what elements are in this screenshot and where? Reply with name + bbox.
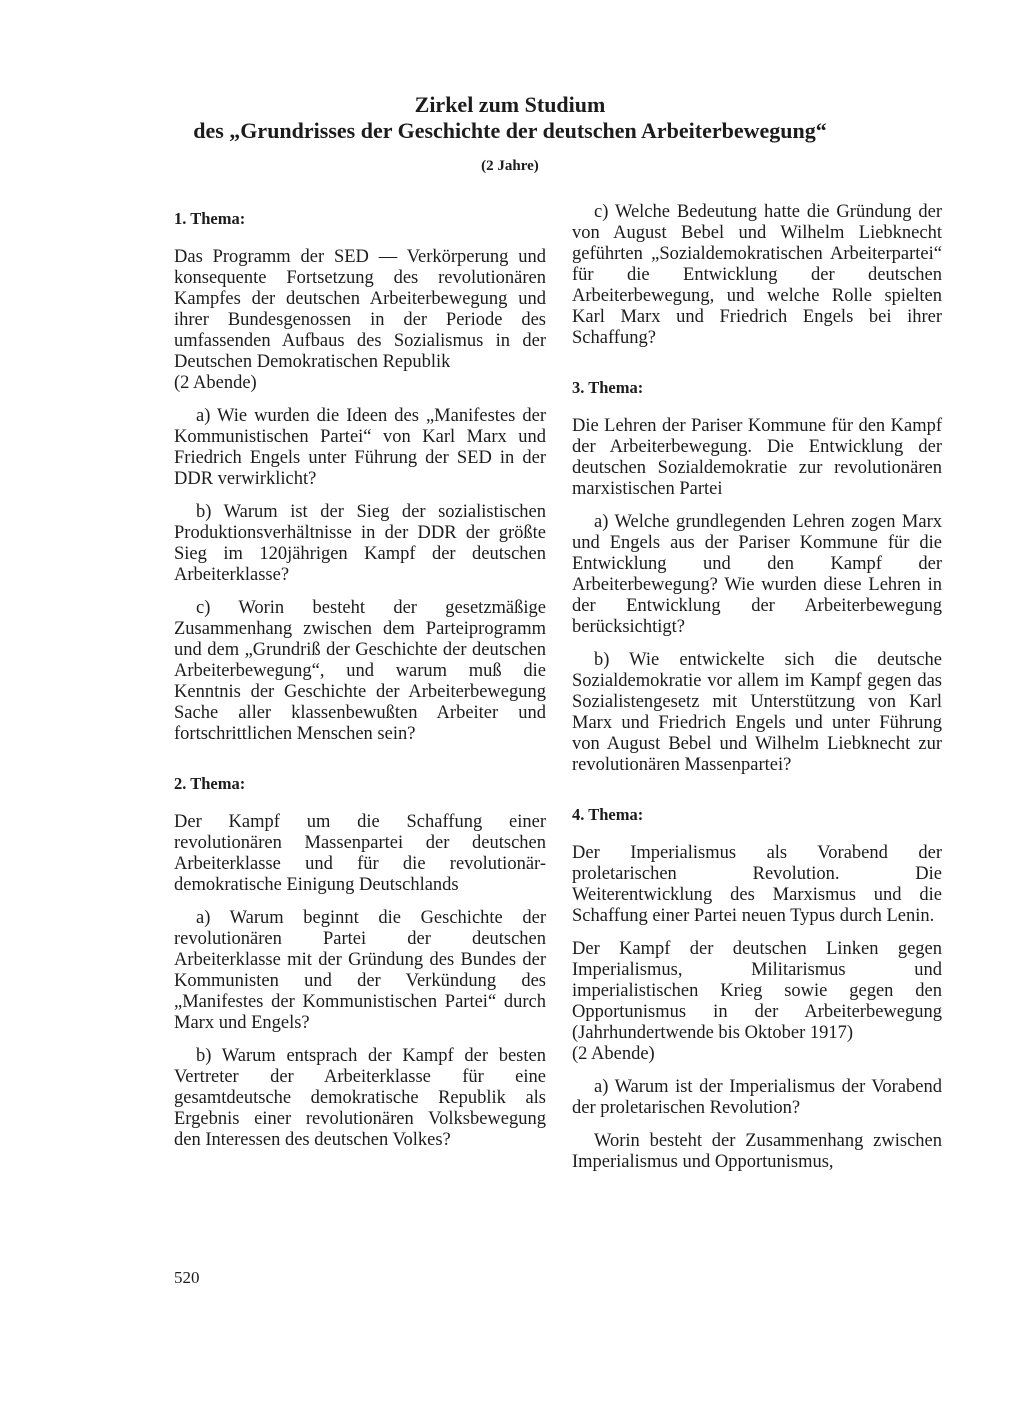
thema-1-intro: Das Programm der SED — Verkörperung und konsequente Fortsetzung des revolutionären Kampfes der deutschen Arbeiterbewegung und ihrer Bundesgenossen in der Periode des umfassenden Aufbaus des Sozialismus in der Deutschen Demokratischen Republik [174,247,546,372]
page-title-line-1: Zirkel zum Studium [414,92,606,117]
thema-2-question-b: b) Warum entsprach der Kampf der besten Vertreter der Arbeiterklasse für eine gesamtdeutsche demokratische Republik als Ergebnis einer revolutionären Volksbewegung den Interessen des deutschen Volkes? [174,1046,546,1150]
thema-3-question-a: a) Welche grundlegenden Lehren zogen Marx und Engels aus der Pariser Kommune für die Entwicklung und den Kampf der Arbeiterbewegung? Wie wurden diese Lehren in der Entwicklung der Arbeiterbewegung berücksichtigt? [572,512,942,637]
thema-1-question-a: a) Wie wurden die Ideen des „Manifestes der Kommunistischen Partei“ von Karl Marx und Friedrich Engels unter Führung der SED in der DDR verwirklicht? [174,406,546,489]
thema-2-question-c: c) Welche Bedeutung hatte die Gründung der von August Bebel und Wilhelm Liebknecht geführten „Sozialdemokratischen Arbeiterpartei“ für die Entwicklung der deutschen Arbeiterbewegung, und welche Rolle spielten Karl Marx und Friedrich Engels bei ihrer Schaffung? [572,202,942,348]
thema-4-duration: (2 Abende) [572,1044,655,1064]
thema-4-intro: Der Imperialismus als Vorabend der proletarischen Revolution. Die Weiterentwicklung des Marxismus und die Schaffung einer Partei neuen Typus durch Lenin. [572,843,942,926]
thema-2-intro: Der Kampf um die Schaffung einer revolutionären Massenpartei der deutschen Arbeiterklasse und für die revolutionär-demokratische Einigung Deutschlands [174,812,546,895]
thema-2-heading: 2. Thema: [174,774,246,793]
left-column [174,208,546,1151]
page-subtitle: (2 Jahre) [481,158,539,174]
page-title-line-2: des „Grundrisses der Geschichte der deutschen Arbeiterbewegung“ [193,118,827,143]
thema-1-question-c: c) Worin besteht der gesetzmäßige Zusammenhang zwischen dem Parteiprogramm und dem „Grundriß der Geschichte der deutschen Arbeiterbewegung“, und warum muß die Kenntnis der Geschichte der Arbeiterbewegung Sache aller klassenbewußten Arbeiter und fortschrittlichen Menschen sein? [174,598,546,744]
thema-4-question-a: a) Warum ist der Imperialismus der Vorabend der proletarischen Revolution? [572,1077,942,1118]
thema-4-heading: 4. Thema: [572,805,644,824]
thema-3-intro: Die Lehren der Pariser Kommune für den Kampf der Arbeiterbewegung. Die Entwicklung der deutschen Sozialdemokratie zur revolutionären marxistischen Partei [572,416,942,499]
thema-1-duration: (2 Abende) [174,373,257,393]
thema-4-intro-2: Der Kampf der deutschen Linken gegen Imperialismus, Militarismus und imperialistischen Krieg sowie gegen den Opportunismus in der Arbeiterbewegung (Jahrhundertwende bis Oktober 1917) [572,939,942,1043]
thema-1-heading: 1. Thema: [174,209,246,228]
thema-3-question-b: b) Wie entwickelte sich die deutsche Sozialdemokratie vor allem im Kampf gegen das Sozialistengesetz mit Unterstützung von Karl Marx und Friedrich Engels und unter Führung von August Bebel und Wilhelm Liebknecht zur revolutionären Massenpartei? [572,650,942,775]
thema-2-question-a: a) Warum beginnt die Geschichte der revolutionären Partei der deutschen Arbeiterklasse mit der Gründung des Bundes der Kommunisten und der Verkündung des „Manifestes der Kommunistischen Partei“ durch Marx und Engels? [174,908,546,1033]
right-column [572,202,942,1173]
thema-1-question-b: b) Warum ist der Sieg der sozialistischen Produktionsverhältnisse in der DDR der größte Sieg im 120jährigen Kampf der deutschen Arbeiterklasse? [174,502,546,585]
thema-3-heading: 3. Thema: [572,378,644,397]
page-number: 520 [174,1268,200,1287]
thema-4-question-a-continued: Worin besteht der Zusammenhang zwischen Imperialismus und Opportunismus, [572,1131,942,1172]
